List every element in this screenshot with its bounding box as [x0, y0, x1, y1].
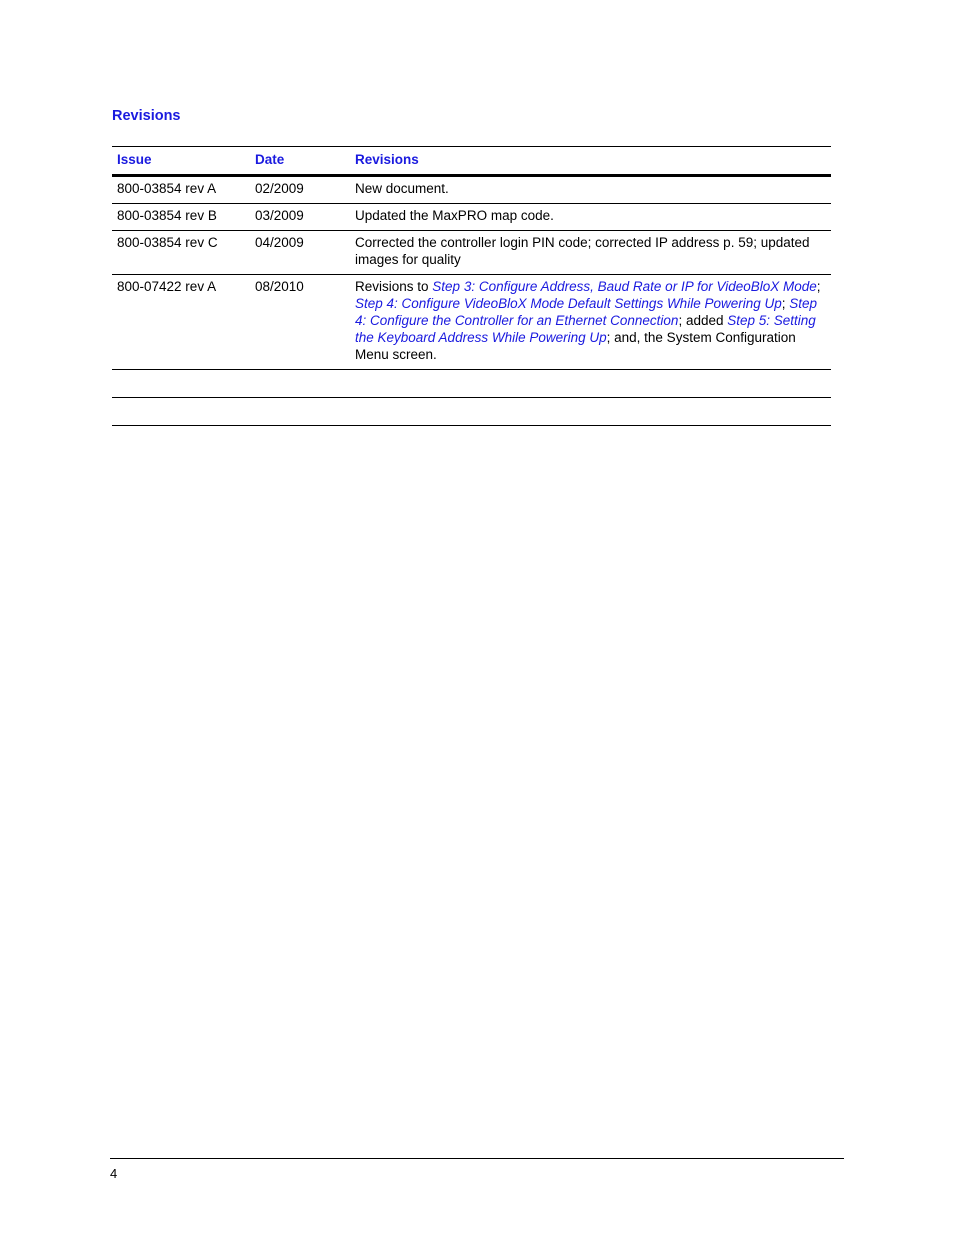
table-row — [112, 176, 831, 204]
table-header-row — [112, 147, 831, 176]
revision-cell: Corrected the controller login PIN code; corrected IP address p. 59; updated images for quality — [350, 231, 831, 275]
footer-rule — [110, 1158, 844, 1159]
table-row — [112, 231, 831, 275]
date-cell: 04/2009 — [250, 231, 350, 275]
cross-reference-link[interactable]: Step 5: Setting the Keyboard Address While Powering Up — [355, 313, 816, 345]
table-row — [112, 275, 831, 370]
section-heading: Revisions — [112, 108, 181, 124]
issue-cell: 800-03854 rev C — [112, 231, 250, 275]
column-header-date: Date — [250, 147, 350, 176]
revision-cell: Updated the MaxPRO map code. — [350, 204, 831, 231]
empty-table-row — [112, 398, 831, 426]
cross-reference-link[interactable]: Step 4: Configure VideoBloX Mode Default Settings While Powering Up — [355, 296, 782, 311]
date-cell: 03/2009 — [250, 204, 350, 231]
empty-table-row — [112, 370, 831, 398]
revision-cell — [350, 275, 831, 370]
revision-text: ; — [816, 279, 821, 294]
column-header-issue: Issue — [112, 147, 250, 176]
issue-cell: 800-03854 rev B — [112, 204, 250, 231]
page-number: 4 — [110, 1166, 118, 1181]
revision-cell: New document. — [350, 176, 831, 204]
issue-cell: 800-07422 rev A — [112, 275, 250, 370]
date-cell: 08/2010 — [250, 275, 350, 370]
revision-text: ; and, the System Configuration Menu screen. — [355, 330, 796, 362]
date-cell: 02/2009 — [250, 176, 350, 204]
issue-cell: 800-03854 rev A — [112, 176, 250, 204]
revision-text: ; — [781, 296, 790, 311]
revision-text: ; added — [678, 313, 728, 328]
cross-reference-link[interactable]: Step 4: Configure the Controller for an Ethernet Connection — [355, 296, 818, 328]
column-header-revisions: Revisions — [350, 147, 831, 176]
cross-reference-link[interactable]: Step 3: Configure Address, Baud Rate or IP for VideoBloX Mode — [432, 279, 817, 294]
revision-text: Revisions to — [355, 279, 433, 294]
table-row — [112, 204, 831, 231]
revisions-table — [112, 146, 831, 426]
